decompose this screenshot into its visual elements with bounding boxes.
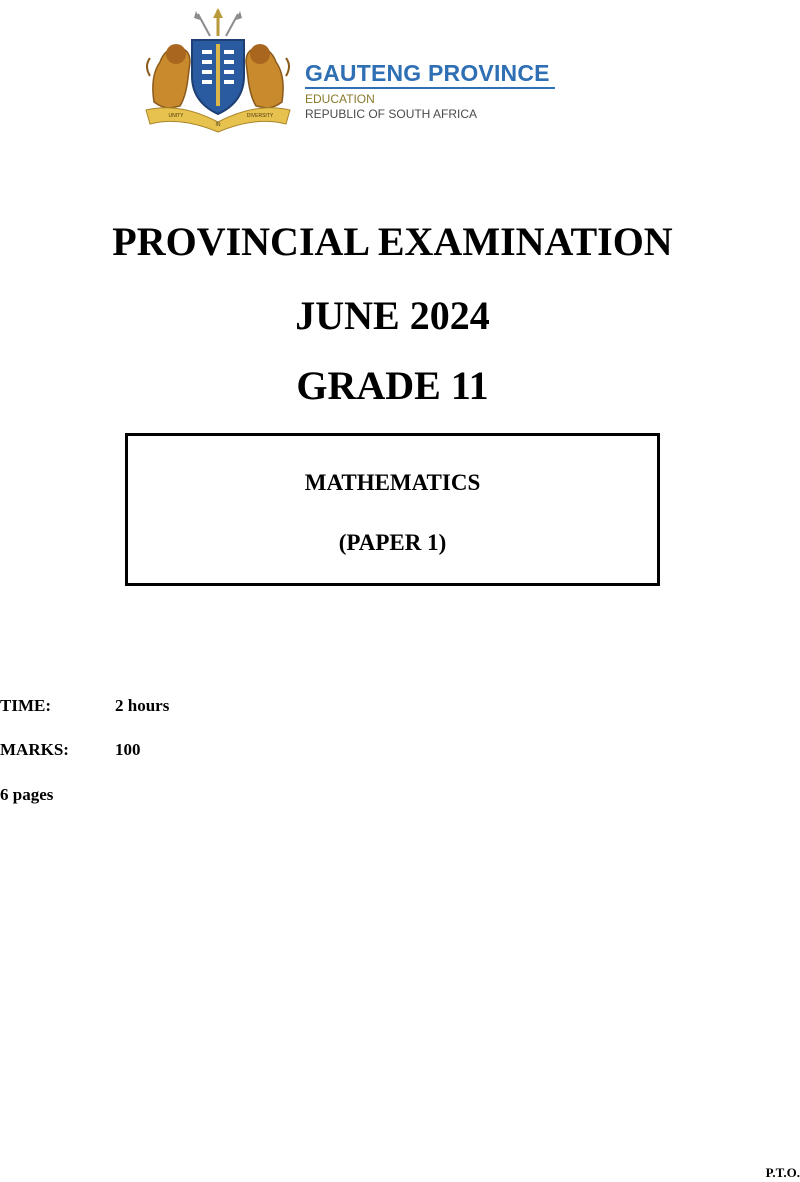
coat-of-arms-icon — [140, 6, 296, 134]
department-name: EDUCATION — [305, 92, 375, 106]
time-value: 2 hours — [115, 696, 170, 715]
marks-value: 100 — [115, 740, 141, 759]
exam-grade: GRADE 11 — [296, 363, 489, 408]
motto-word-1: UNITY — [168, 113, 184, 119]
exam-title: PROVINCIAL EXAMINATION — [112, 219, 673, 264]
exam-session: JUNE 2024 — [295, 293, 490, 338]
marks-label: MARKS: — [0, 740, 69, 759]
motto-word-2: IN — [215, 122, 221, 128]
header-logo — [140, 6, 570, 134]
province-text-block — [305, 60, 555, 122]
subject-paper: (PAPER 1) — [338, 530, 447, 555]
country-name: REPUBLIC OF SOUTH AFRICA — [305, 107, 478, 121]
subject-box — [125, 433, 660, 586]
marks-row — [0, 739, 300, 761]
motto-word-3: DIVERSITY — [246, 113, 274, 119]
page-count: 6 pages — [0, 785, 54, 804]
province-name: GAUTENG PROVINCE — [305, 60, 550, 86]
subject-name: MATHEMATICS — [304, 470, 481, 495]
time-label: TIME: — [0, 696, 51, 715]
pto-label: P.T.O. — [765, 1165, 800, 1180]
province-underline — [305, 87, 555, 89]
time-row — [0, 695, 300, 717]
